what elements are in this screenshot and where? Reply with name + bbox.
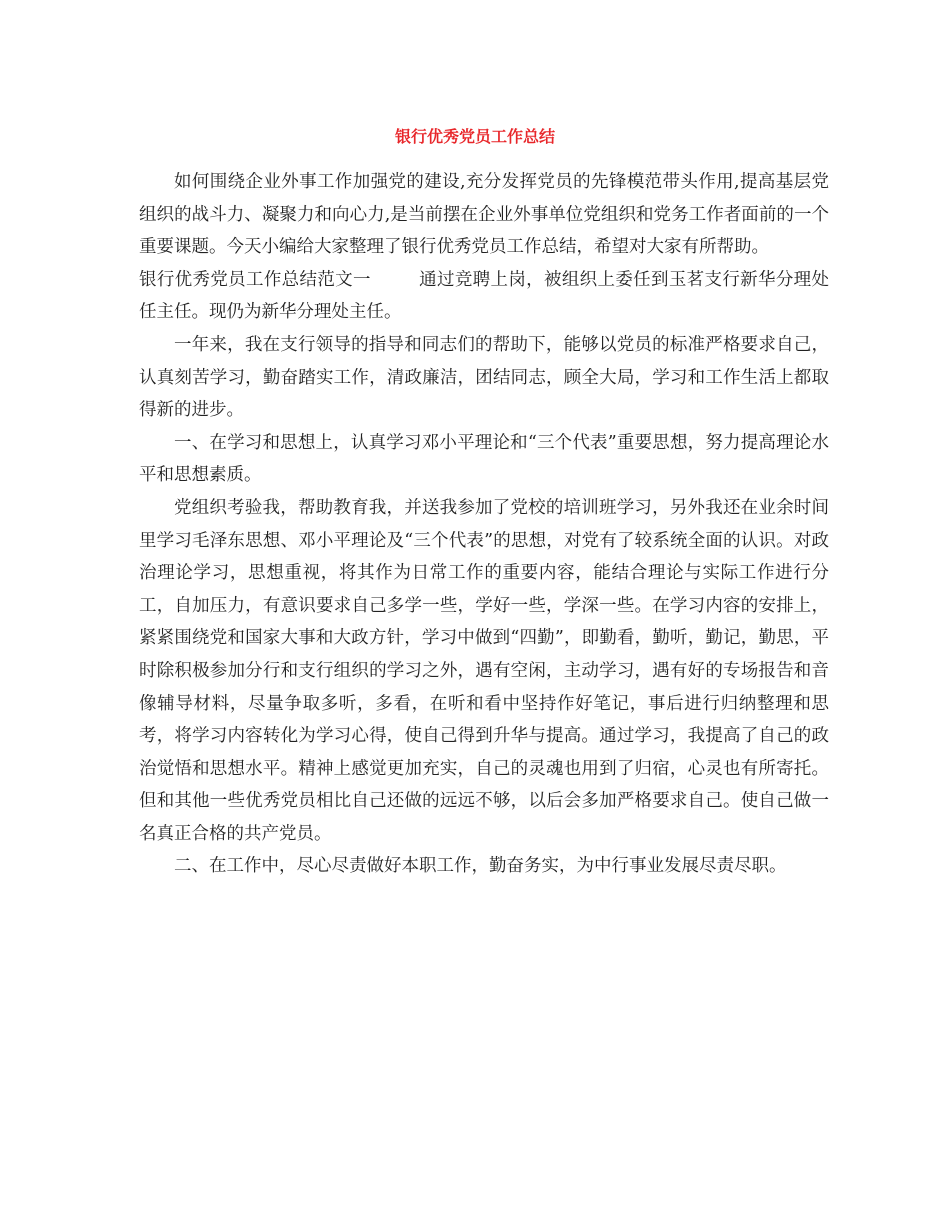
intro-paragraph: 如何围绕企业外事工作加强党的建设,充分发挥党员的先锋模范带头作用,提高基层党组织的战斗力、凝聚力和向心力,是当前摆在企业外事单位党组织和党务工作者面前的一个重要课题。今天小编给大家整理了银行优秀党员工作总结，希望对大家有所帮助。 <box>139 172 829 258</box>
sample-paragraph <box>139 264 829 329</box>
sample-heading: 银行优秀党员工作总结范文一 <box>139 269 371 290</box>
section-two-heading: 二、在工作中，尽心尽责做好本职工作，勤奋务实，为中行事业发展尽责尽职。 <box>174 856 787 877</box>
year-summary-paragraph: 一年来，我在支行领导的指导和同志们的帮助下，能够以党员的标准严格要求自己，认真刻苦学习，勤奋踏实工作，清政廉洁，团结同志，顾全大局，学习和工作生活上都取得新的进步。 <box>139 334 829 421</box>
sample-text: 通过竞聘上岗，被组织上委任到玉茗支行新华分理处任主任。现仍为新华分理处主任。 <box>139 269 830 323</box>
study-paragraph: 党组织考验我，帮助教育我，并送我参加了党校的培训班学习，另外我还在业余时间里学习毛泽东思想、邓小平理论及“三个代表”的思想，对党有了较系统全面的认识。对政治理论学习，思想重视，将其作为日常工作的重要内容，能结合理论与实际工作进行分工，自加压力，有意识要求自己多学一些，学好一些，学深一些。在学习内容的安排上，紧紧围绕党和国家大事和大政方针，学习中做到“四勤”，即勤看，勤听，勤记，勤思，平时除积极参加分行和支行组织的学习之外，遇有空闲，主动学习，遇有好的专场报告和音像辅导材料，尽量争取多听，多看，在听和看中坚持作好笔记，事后进行归纳整理和思考，将学习内容转化为学习心得，使自己得到升华与提高。通过学习，我提高了自己的政治觉悟和思想水平。精神上感觉更加充实，自己的灵魂也用到了归宿，心灵也有所寄托。但和其他一些优秀党员相比自己还做的远远不够，以后会多加严格要求自己。使自己做一名真正合格的共产党员。 <box>139 497 829 844</box>
document-body <box>139 166 829 883</box>
section-one-heading: 一、在学习和思想上，认真学习邓小平理论和“三个代表”重要思想，努力提高理论水平和思想素质。 <box>139 432 829 486</box>
document-title: 银行优秀党员工作总结 <box>394 127 555 146</box>
